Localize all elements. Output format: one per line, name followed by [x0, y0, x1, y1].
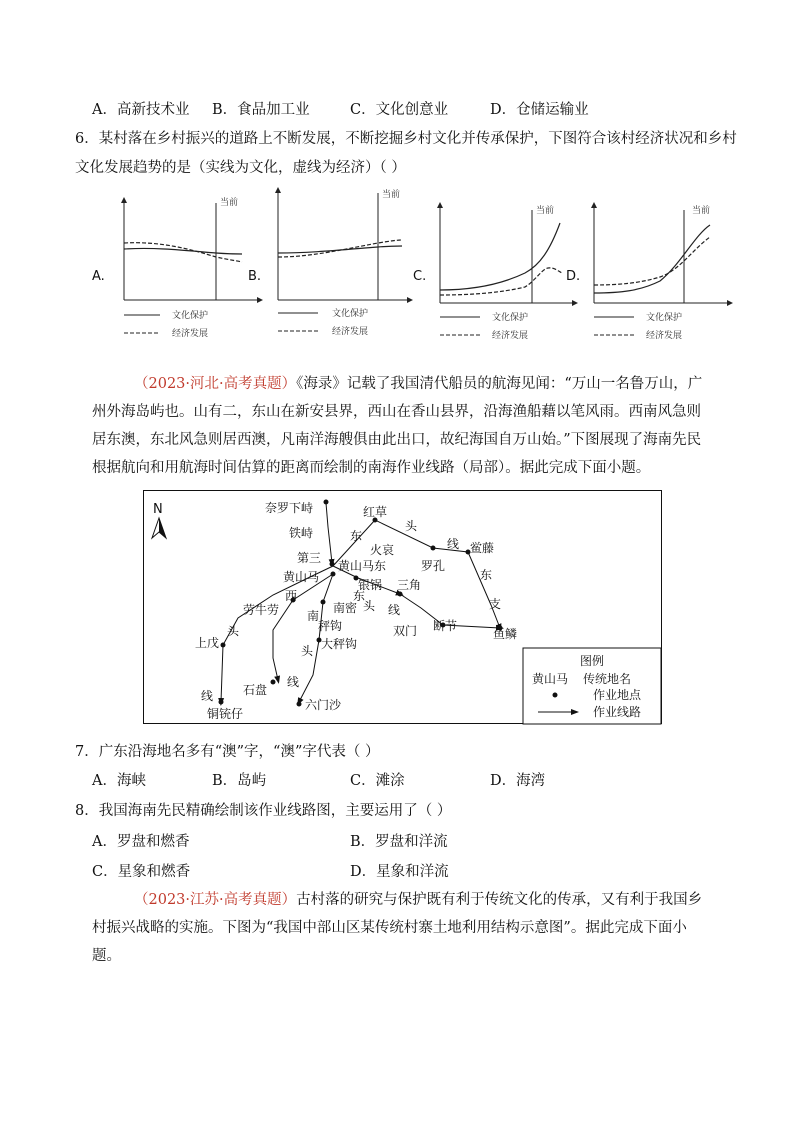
place-tieshi: 铁峙 [289, 526, 314, 540]
legend-name-desc: 传统地名 [583, 672, 632, 686]
q8-option-b: B．罗盘和洋流 [350, 834, 448, 850]
place-luokong: 罗孔 [421, 559, 446, 573]
graph-d-label: D. [566, 269, 581, 284]
graph-c-current: 当前 [536, 206, 555, 216]
graph-d-current: 当前 [692, 206, 711, 216]
place-liumensha: 六门沙 [305, 698, 342, 712]
graph-c-legend-dashed: 经济发展 [492, 331, 529, 341]
legend-route-desc: 作业线路 [593, 705, 642, 719]
place-sanjiao: 三角 [397, 578, 422, 592]
place-huangshanmadong: 黄山马东 [338, 559, 387, 573]
route-word: 头 [363, 599, 376, 613]
graph-b-label: B. [248, 269, 262, 284]
place-dachenggou: 大秤钩 [321, 637, 358, 651]
q7-option-a: A．海峡 [92, 773, 146, 789]
passage-2-source: （2023·江苏·高考真题） [134, 892, 297, 908]
legend-point-desc: 作业地点 [593, 688, 642, 702]
graph-d [566, 204, 730, 341]
place-chenggou: 秤钩 [318, 619, 343, 633]
q6-stem-line2: 文化发展趋势的是（实线为文化，虚线为经济）（ ） [75, 160, 406, 176]
q6-stem-line1: 6．某村落在乡村振兴的道路上不断发展，不断挖掘乡村文化并传承保护，下图符合该村经济状况和乡村 [75, 131, 737, 147]
q8-option-a: A．罗盘和燃香 [92, 834, 190, 850]
q7-option-d: D．海湾 [490, 773, 546, 789]
place-huoai: 火哀 [370, 543, 395, 557]
route-word: 支 [489, 597, 502, 611]
q7-option-b: B．岛屿 [212, 773, 267, 789]
graph-a-legend-solid: 文化保护 [172, 311, 209, 321]
place-shipan: 石盘 [243, 683, 268, 697]
map-legend [523, 648, 661, 724]
place-tongguanzi: 铜铳仔 [207, 707, 244, 721]
passage-1 [92, 370, 710, 482]
graph-b-current: 当前 [382, 190, 401, 200]
place-shuangmen: 双门 [393, 624, 418, 638]
route-word: 西 [285, 589, 298, 603]
place-yulin: 鱼鳞 [493, 627, 518, 641]
q8-option-d: D．星象和洋流 [350, 864, 449, 880]
passage-2 [92, 886, 710, 970]
graph-c [413, 204, 575, 341]
graph-a-label: A. [92, 269, 105, 284]
route-word: 东 [353, 589, 366, 603]
q5-option-b: B．食品加工业 [212, 102, 310, 118]
place-nailuo: 奈罗下峙 [265, 501, 314, 515]
route-word: 东 [350, 529, 363, 543]
route-word: 线 [287, 675, 300, 689]
route-word: 线 [201, 689, 214, 703]
route-word: 头 [227, 624, 240, 638]
place-shanggou: 上戊 [195, 636, 220, 650]
place-fangniulao: 劳牛劳 [243, 603, 280, 617]
route-word: 南 [307, 609, 320, 623]
north-label: N [153, 502, 163, 517]
q5-option-a: A．高新技术业 [92, 102, 190, 118]
place-duanjie: 断节 [433, 619, 458, 633]
place-dangteng: 鲎藤 [470, 541, 495, 555]
q5-option-c: C．文化创意业 [350, 102, 449, 118]
graph-b [248, 188, 410, 337]
graph-b-legend-dashed: 经济发展 [332, 327, 369, 337]
q8-option-c: C．星象和燃香 [92, 864, 191, 880]
place-disan: 第三 [297, 551, 322, 565]
graph-c-legend-solid: 文化保护 [492, 313, 529, 323]
route-word: 头 [405, 519, 418, 533]
graph-a-legend-dashed: 经济发展 [172, 329, 209, 339]
point-nailuo [324, 500, 329, 505]
passage-1-source: （2023·河北·高考真题） [134, 376, 297, 392]
graph-a [92, 196, 260, 339]
q7-option-c: C．滩涂 [350, 773, 405, 789]
passage-2-text: 古村落的研究与保护既有利于传统文化的传承，又有利于我国乡村振兴战略的实施。下图为“我国中部山区某传统村寨土地利用结构示意图”。据此完成下面小题。 [92, 892, 703, 964]
place-nanmi: 南密 [333, 601, 358, 615]
passage-1-text: 《海录》记载了我国清代船员的航海见闻：“万山一名鲁万山，广州外海岛屿也。山有二，东山在新安县界，西山在香山县界，沿海渔船藉以笔风雨。西南风急则居东澳，东北风急则居西澳，凡南洋海艘俱由此出口，故纪海国自万山始。”下图展现了海南先民根据航向和用航海时间估算的距离而绘制的南海作业线路（局部）。据此完成下面小题。 [92, 376, 703, 476]
legend-title: 图例 [580, 654, 605, 668]
graph-c-label: C. [413, 269, 427, 284]
graph-a-current: 当前 [220, 198, 239, 208]
route-map [143, 490, 663, 725]
q8-stem: 8．我国海南先民精确绘制该作业线路图，主要运用了（ ） [75, 803, 452, 819]
graph-b-legend-solid: 文化保护 [332, 309, 369, 319]
q5-option-d: D．仓储运输业 [490, 102, 589, 118]
route-word: 头 [301, 644, 314, 658]
route-word: 东 [480, 568, 493, 582]
legend-name-sample: 黄山马 [532, 672, 569, 686]
route-word: 线 [447, 537, 460, 551]
q6-graphs [80, 185, 740, 345]
graph-d-legend-solid: 文化保护 [646, 313, 683, 323]
place-huangshanma: 黄山马 [283, 570, 320, 584]
q7-stem: 7．广东沿海地名多有“澳”字，“澳”字代表（ ） [75, 744, 380, 760]
route-word: 线 [388, 603, 401, 617]
graph-d-legend-dashed: 经济发展 [646, 331, 683, 341]
place-yinguo: 银锅 [358, 578, 383, 592]
place-hongcao: 红草 [363, 505, 388, 519]
